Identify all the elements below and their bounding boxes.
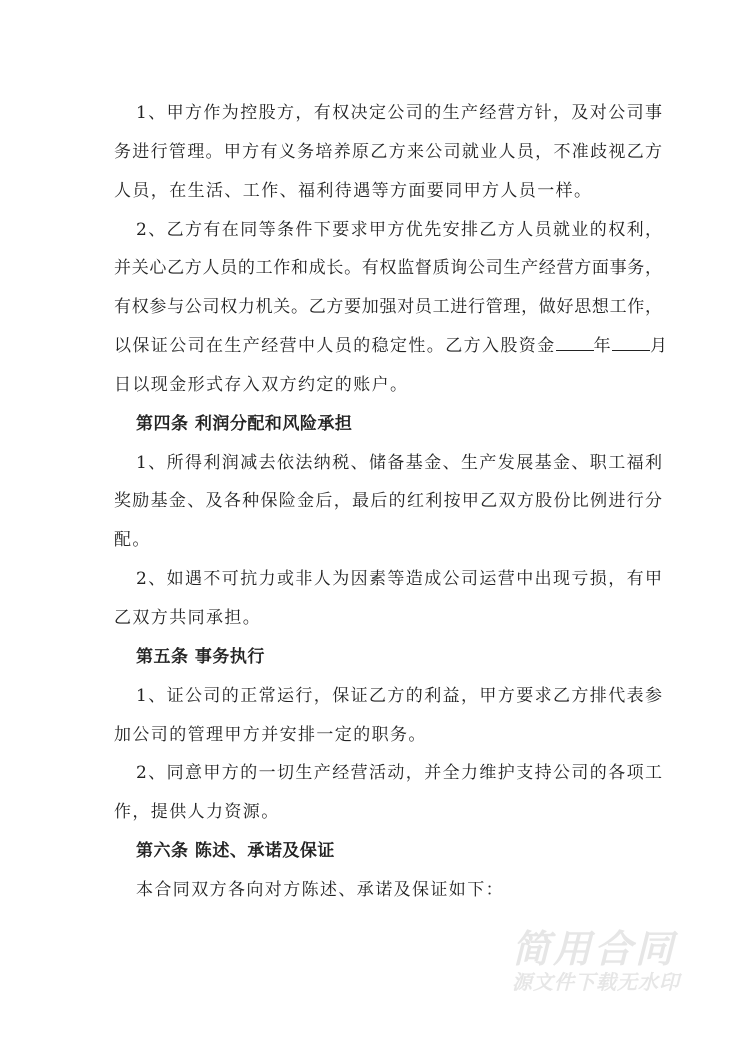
line-text: 1、证公司的正常运行，保证乙方的利益，甲方要求乙方排代表参 xyxy=(136,685,662,706)
line-text: 有权参与公司权力机关。乙方要加强对员工进行管理，做好思想工作， xyxy=(114,297,662,318)
blank-label: 月 xyxy=(650,336,669,357)
line-text: 加公司的管理甲方并安排一定的职务。 xyxy=(114,724,427,745)
line-text: 第五条 事务执行 xyxy=(136,646,265,667)
line-text: 人员，在生活、工作、福利待遇等方面要同甲方人员一样。 xyxy=(114,180,593,201)
watermark-title: 简用合同 xyxy=(512,927,677,971)
line-text: 配。 xyxy=(114,530,151,551)
text-line xyxy=(114,871,662,910)
line-text: 2、如遇不可抗力或非人为因素等造成公司运营中出现亏损，有甲 xyxy=(136,569,662,590)
text-line xyxy=(114,599,662,638)
fill-in-blank xyxy=(612,336,650,351)
section-heading xyxy=(114,405,662,444)
line-text: 2、同意甲方的一切生产经营活动，并全力维护支持公司的各项工 xyxy=(136,763,662,784)
text-line xyxy=(114,288,662,327)
text-line xyxy=(114,444,662,483)
line-text: 第六条 陈述、承诺及保证 xyxy=(136,841,335,862)
text-line xyxy=(114,94,662,133)
text-line xyxy=(114,716,662,755)
fill-in-blank xyxy=(556,336,594,351)
line-text: 奖励基金、及各种保险金后，最后的红利按甲乙双方股份比例进行分 xyxy=(114,491,662,512)
line-text: 本合同双方各向对方陈述、承诺及保证如下： xyxy=(136,879,504,900)
line-text: 以保证公司在生产经营中人员的稳定性。乙方入股资金 xyxy=(114,336,556,357)
text-line xyxy=(114,133,662,172)
line-text: 作，提供人力资源。 xyxy=(114,802,280,823)
text-line xyxy=(114,482,662,521)
text-line xyxy=(114,249,662,288)
line-text: 务进行管理。甲方有义务培养原乙方来公司就业人员，不准歧视乙方 xyxy=(114,141,662,162)
text-line xyxy=(114,172,662,211)
section-heading xyxy=(114,638,662,677)
text-line xyxy=(114,793,662,832)
text-line xyxy=(114,327,669,366)
text-line xyxy=(114,211,662,250)
section-heading xyxy=(114,832,662,871)
line-text: 日以现金形式存入双方约定的账户。 xyxy=(114,374,409,395)
text-line xyxy=(114,754,662,793)
watermark-subtitle: 源文件下载无水印 xyxy=(512,970,680,994)
line-text: 2、乙方有在同等条件下要求甲方优先安排乙方人员就业的权利， xyxy=(136,219,662,240)
line-text: 1、甲方作为控股方，有权决定公司的生产经营方针，及对公司事 xyxy=(136,103,662,123)
text-line xyxy=(114,521,662,560)
text-line xyxy=(114,677,662,716)
text-line xyxy=(114,560,662,599)
blank-label: 年 xyxy=(593,336,613,357)
text-line xyxy=(114,366,662,405)
line-text: 并关心乙方人员的工作和成长。有权监督质询公司生产经营方面事务， xyxy=(114,258,662,279)
line-text: 1、所得利润减去依法纳税、储备基金、生产发展基金、职工福利 xyxy=(136,452,662,473)
line-text: 第四条 利润分配和风险承担 xyxy=(136,413,353,434)
line-text: 乙双方共同承担。 xyxy=(114,607,262,628)
document-page xyxy=(114,94,669,910)
